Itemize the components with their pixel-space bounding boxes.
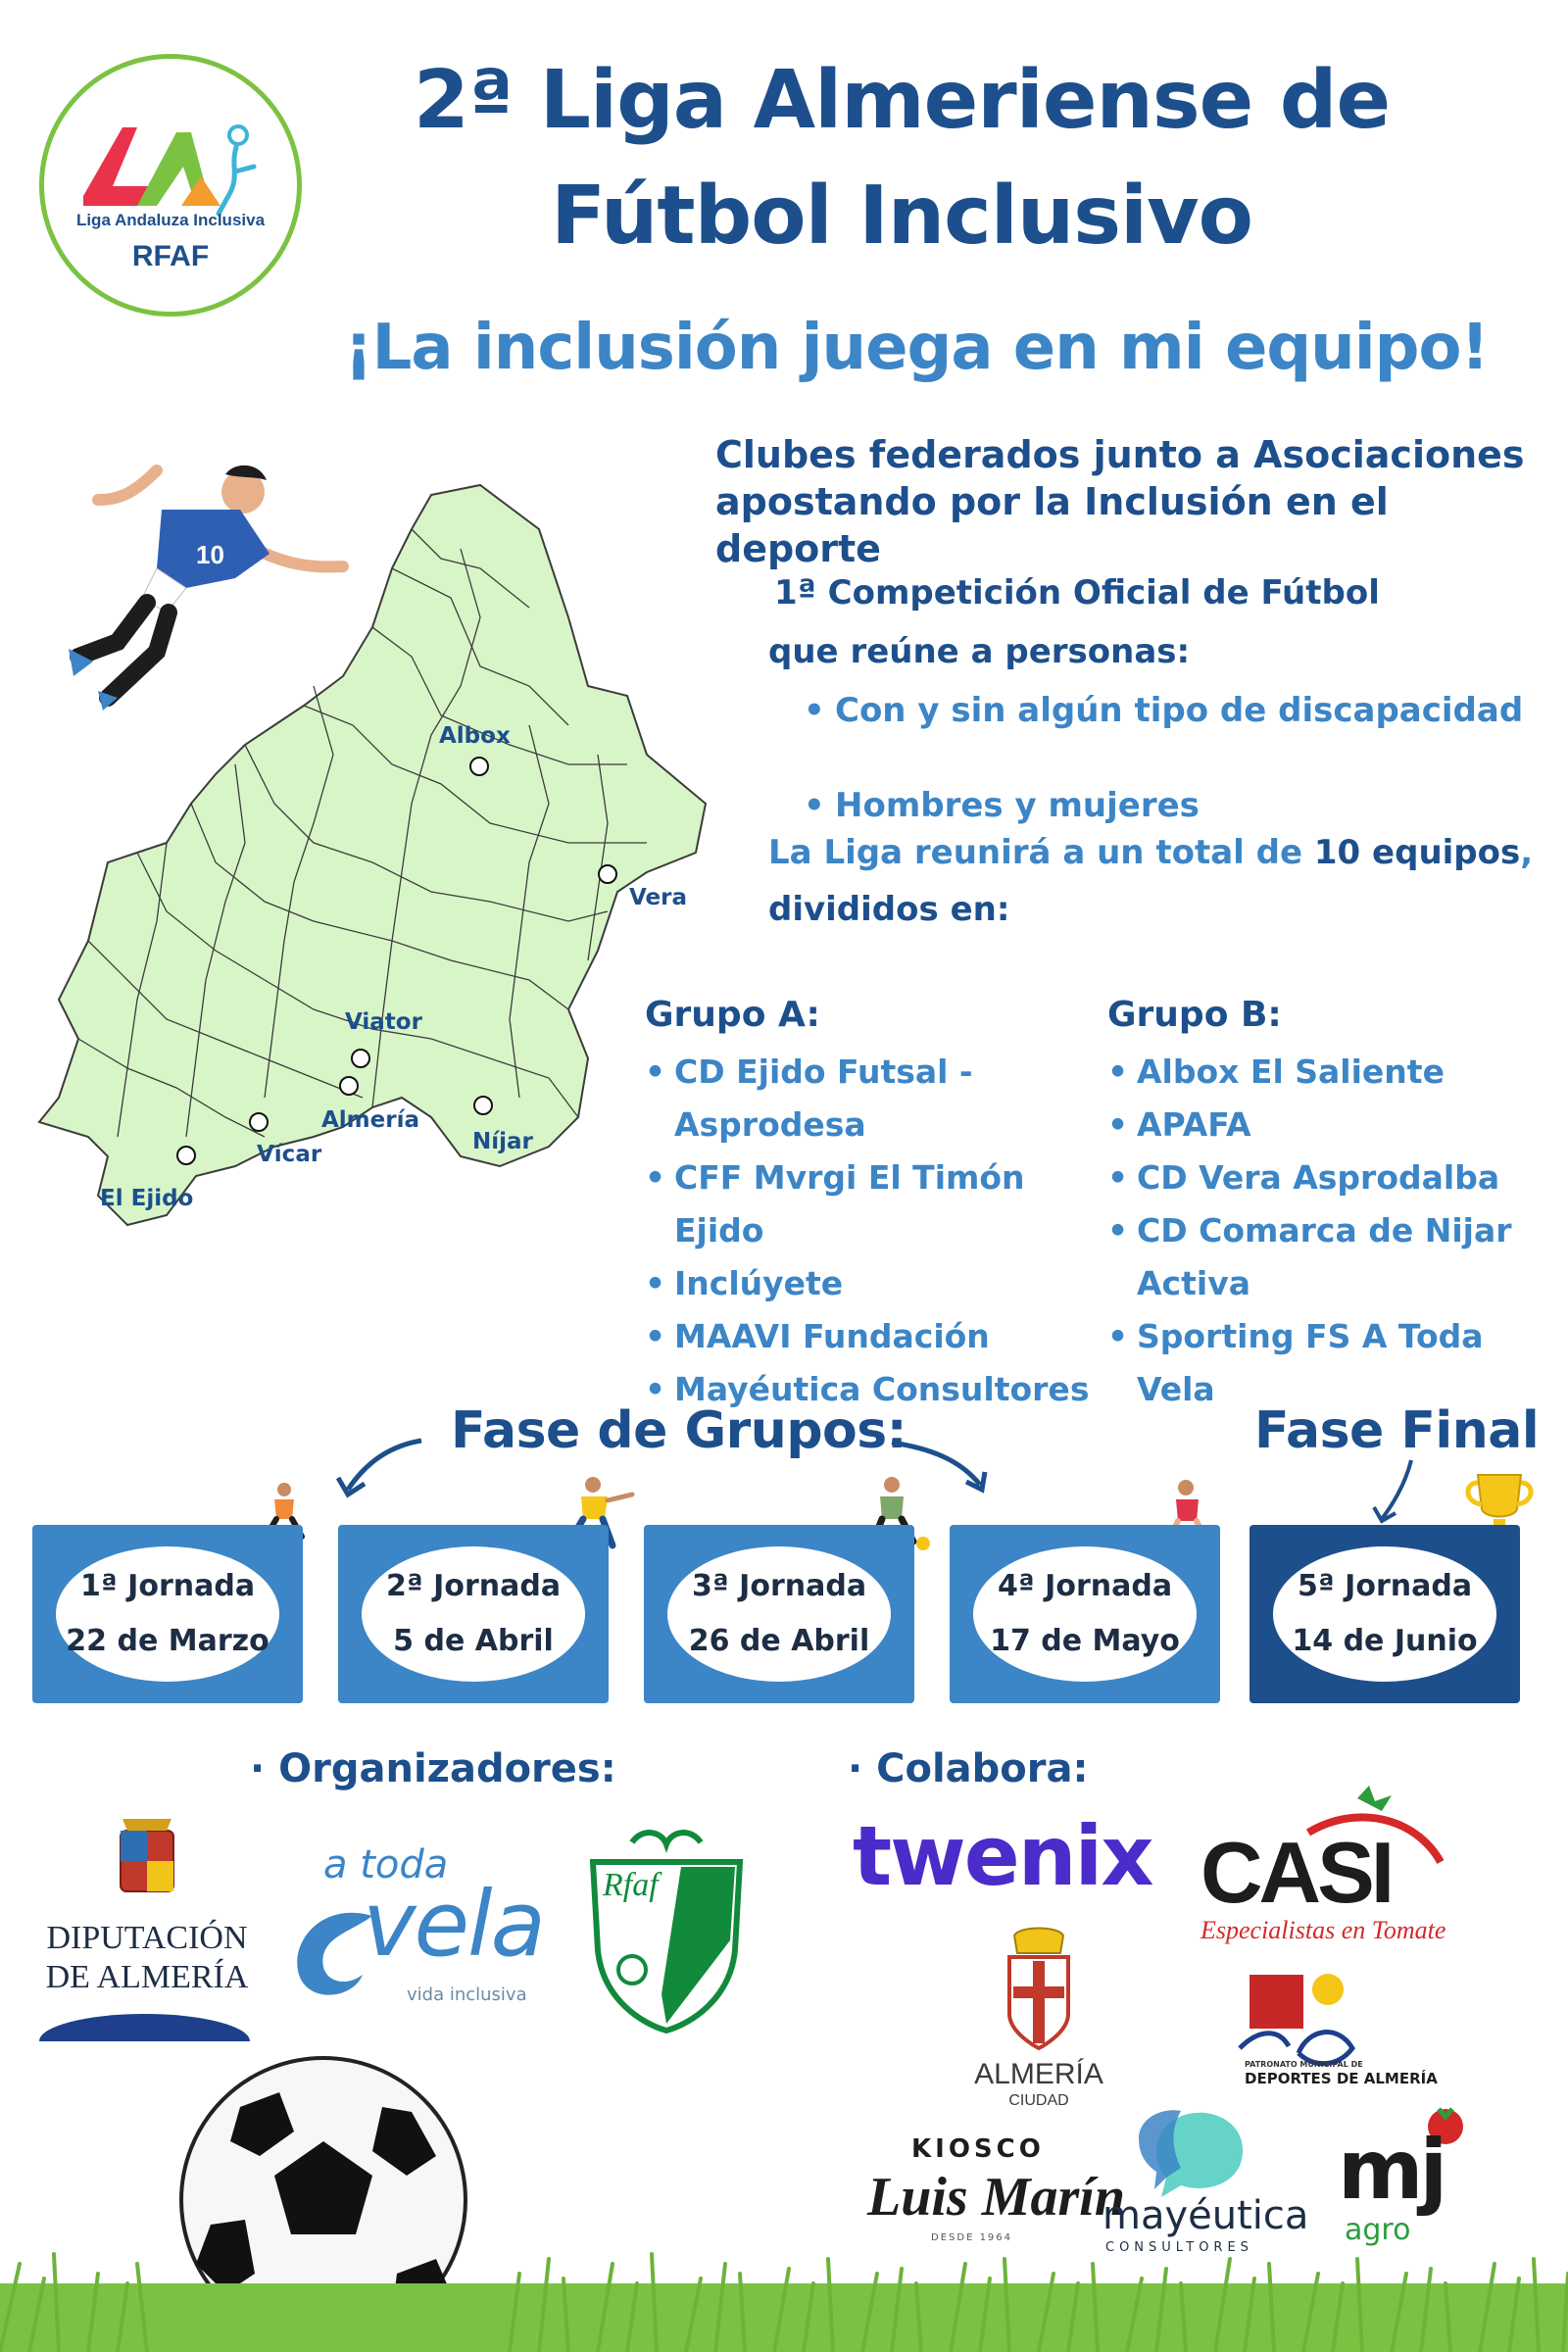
logo-org: RFAF	[131, 240, 210, 272]
main-title-line1: 2ª Liga Almeriense de	[413, 54, 1391, 147]
teams-summary-post: ,	[1520, 833, 1534, 872]
jornada-date: 26 de Abril	[688, 1624, 870, 1658]
jornada-label: 5ª Jornada	[1297, 1569, 1473, 1603]
ball-marker-albox	[470, 758, 488, 775]
jornada-oval	[1273, 1546, 1496, 1682]
jornada-oval	[973, 1546, 1197, 1682]
jornada-oval	[362, 1546, 585, 1682]
atodavela-main: vela	[363, 1872, 544, 1977]
map-label-vera: Vera	[629, 885, 688, 910]
ball-marker-vera	[599, 865, 616, 883]
bullet-gender	[804, 786, 1568, 825]
mayeutica-sub: CONSULTORES	[1105, 2240, 1253, 2255]
ball-marker-viator	[352, 1050, 369, 1067]
twenix-logo: twenix	[853, 1808, 1152, 1904]
grass-strip	[0, 2225, 1568, 2352]
jornada-date: 14 de Junio	[1292, 1624, 1478, 1658]
jornada-card	[950, 1525, 1220, 1703]
group-phase-title: Fase de Grupos:	[451, 1401, 907, 1460]
group-b-team: • CD Vera Asprodalba	[1107, 1152, 1558, 1204]
competition-line1: 1ª Competición Oficial de Fútbol	[774, 573, 1380, 612]
group-a-team-cont-text: Asprodesa	[674, 1105, 866, 1144]
main-title-line2: Fútbol Inclusivo	[551, 170, 1252, 263]
rfaf-crest-text: Rfaf	[603, 1867, 659, 1903]
atodavela-sub: vida inclusiva	[407, 1984, 527, 2005]
group-a-title: Grupo A:	[645, 995, 820, 1035]
almeria-city-sub: CIUDAD	[1008, 2092, 1069, 2109]
jornada-date: 17 de Mayo	[990, 1624, 1180, 1658]
diputacion-logo-text	[29, 1919, 265, 1997]
map-label-el-ejido: El Ejido	[100, 1186, 194, 1211]
mj-logo: mj	[1338, 2122, 1445, 2218]
jornada-label: 1ª Jornada	[79, 1569, 256, 1603]
mayeutica-bubble-icon	[1127, 2099, 1254, 2207]
kiosco-top: KIOSCO	[911, 2134, 1045, 2164]
arrow-left-icon	[348, 1441, 421, 1490]
jornada-date: 22 de Marzo	[66, 1624, 270, 1658]
jornada-label: 3ª Jornada	[691, 1569, 867, 1603]
final-phase-title: Fase Final	[1254, 1401, 1540, 1460]
group-a-team: • Inclúyete	[645, 1257, 1105, 1310]
clubs-line2: apostando por la Inclusión en el deporte	[715, 480, 1389, 570]
logo-caption: Liga Andaluza Inclusiva	[75, 211, 266, 229]
group-b-team: • CD Comarca de Nijar	[1107, 1204, 1558, 1257]
group-b-team: • Albox El Saliente	[1107, 1046, 1558, 1099]
pmd-logo: DEPORTES DE ALMERÍA	[1245, 2070, 1438, 2087]
jornada-label: 4ª Jornada	[997, 1569, 1173, 1603]
group-a-team: • CD Ejido Futsal -	[645, 1046, 1105, 1099]
map-label-viator: Viator	[345, 1009, 422, 1035]
teams-summary-line1	[768, 833, 1533, 872]
clubs-statement	[715, 431, 1548, 572]
map-label-nijar: Níjar	[472, 1129, 533, 1154]
atodavela-top: a toda	[323, 1842, 449, 1887]
mj-sub: agro	[1345, 2213, 1411, 2247]
diputacion-logo-arc	[39, 2014, 250, 2041]
collaborators-label: · Colabora:	[848, 1746, 1089, 1791]
group-b-team-cont	[1107, 1257, 1558, 1310]
rfaf-crest-icon	[573, 1823, 760, 2038]
diputacion-crest-icon	[113, 1813, 181, 1906]
group-a-team: • CFF Mvrgi El Timón Ejido	[645, 1152, 1105, 1257]
jornada-oval	[56, 1546, 279, 1682]
casi-sub: Especialistas en Tomate	[1200, 1916, 1446, 1944]
kiosco-logo: Luis Marín	[867, 2167, 1125, 2228]
group-b-team-cont-text: Activa	[1137, 1264, 1250, 1302]
bullet-disability-text: Con y sin algún tipo de discapacidad	[835, 691, 1524, 730]
teams-summary-line2: divididos en:	[768, 890, 1010, 929]
diputacion-line1: DIPUTACIÓN	[46, 1920, 248, 1956]
bullet-gender-text: Hombres y mujeres	[835, 786, 1200, 825]
ball-marker-vicar	[250, 1113, 268, 1131]
clubs-line1: Clubes federados junto a Asociaciones	[715, 433, 1525, 476]
jornada-oval	[667, 1546, 891, 1682]
teams-count: 10 equipos	[1313, 833, 1521, 872]
organizers-label: · Organizadores:	[250, 1746, 616, 1791]
group-b-title: Grupo B:	[1107, 995, 1282, 1035]
group-b-list	[1107, 1046, 1558, 1416]
teams-summary-pre: La Liga reunirá a un total de	[768, 833, 1314, 872]
phase-arrows	[323, 1421, 1568, 1529]
arrow-final-icon	[1382, 1460, 1411, 1519]
jornada-card	[644, 1525, 914, 1703]
league-logo	[39, 54, 302, 317]
group-a-team: • Mayéutica Consultores	[645, 1363, 1105, 1416]
jornada-date: 5 de Abril	[393, 1624, 554, 1658]
ball-marker-almeria	[340, 1077, 358, 1095]
casi-logo: CASI	[1200, 1824, 1392, 1921]
map-label-albox: Albox	[439, 723, 511, 749]
bullet-disability	[804, 691, 1568, 730]
group-a-team-cont	[645, 1099, 1105, 1152]
competition-line2: que reúne a personas:	[768, 632, 1191, 671]
group-b-team: • Sporting FS A Toda Vela	[1107, 1310, 1558, 1416]
diputacion-line2: DE ALMERÍA	[45, 1959, 249, 1995]
lai-logo-icon	[44, 59, 297, 312]
mayeutica-logo: mayéutica	[1102, 2193, 1309, 2238]
ball-marker-nijar	[474, 1097, 492, 1114]
subtitle: ¡La inclusión juega en mi equipo!	[344, 312, 1489, 384]
pmd-sub: PATRONATO MUNICIPAL DE	[1245, 2060, 1363, 2069]
kiosco-sub: DESDE 1964	[931, 2232, 1013, 2243]
group-a-team: • MAAVI Fundación	[645, 1310, 1105, 1363]
ball-marker-el-ejido	[177, 1147, 195, 1164]
jornada-card	[32, 1525, 303, 1703]
almeria-city-crest-icon	[1000, 1926, 1078, 2053]
map-label-almeria: Almería	[321, 1107, 419, 1133]
svg-text:10: 10	[196, 540, 224, 569]
jornada-card-final	[1250, 1525, 1520, 1703]
map-label-vicar: Vícar	[257, 1142, 322, 1167]
jornada-label: 2ª Jornada	[385, 1569, 562, 1603]
group-a-list	[645, 1046, 1105, 1416]
group-b-team: • APAFA	[1107, 1099, 1558, 1152]
almeria-city-logo: ALMERÍA	[974, 2058, 1103, 2090]
jornada-card	[338, 1525, 609, 1703]
